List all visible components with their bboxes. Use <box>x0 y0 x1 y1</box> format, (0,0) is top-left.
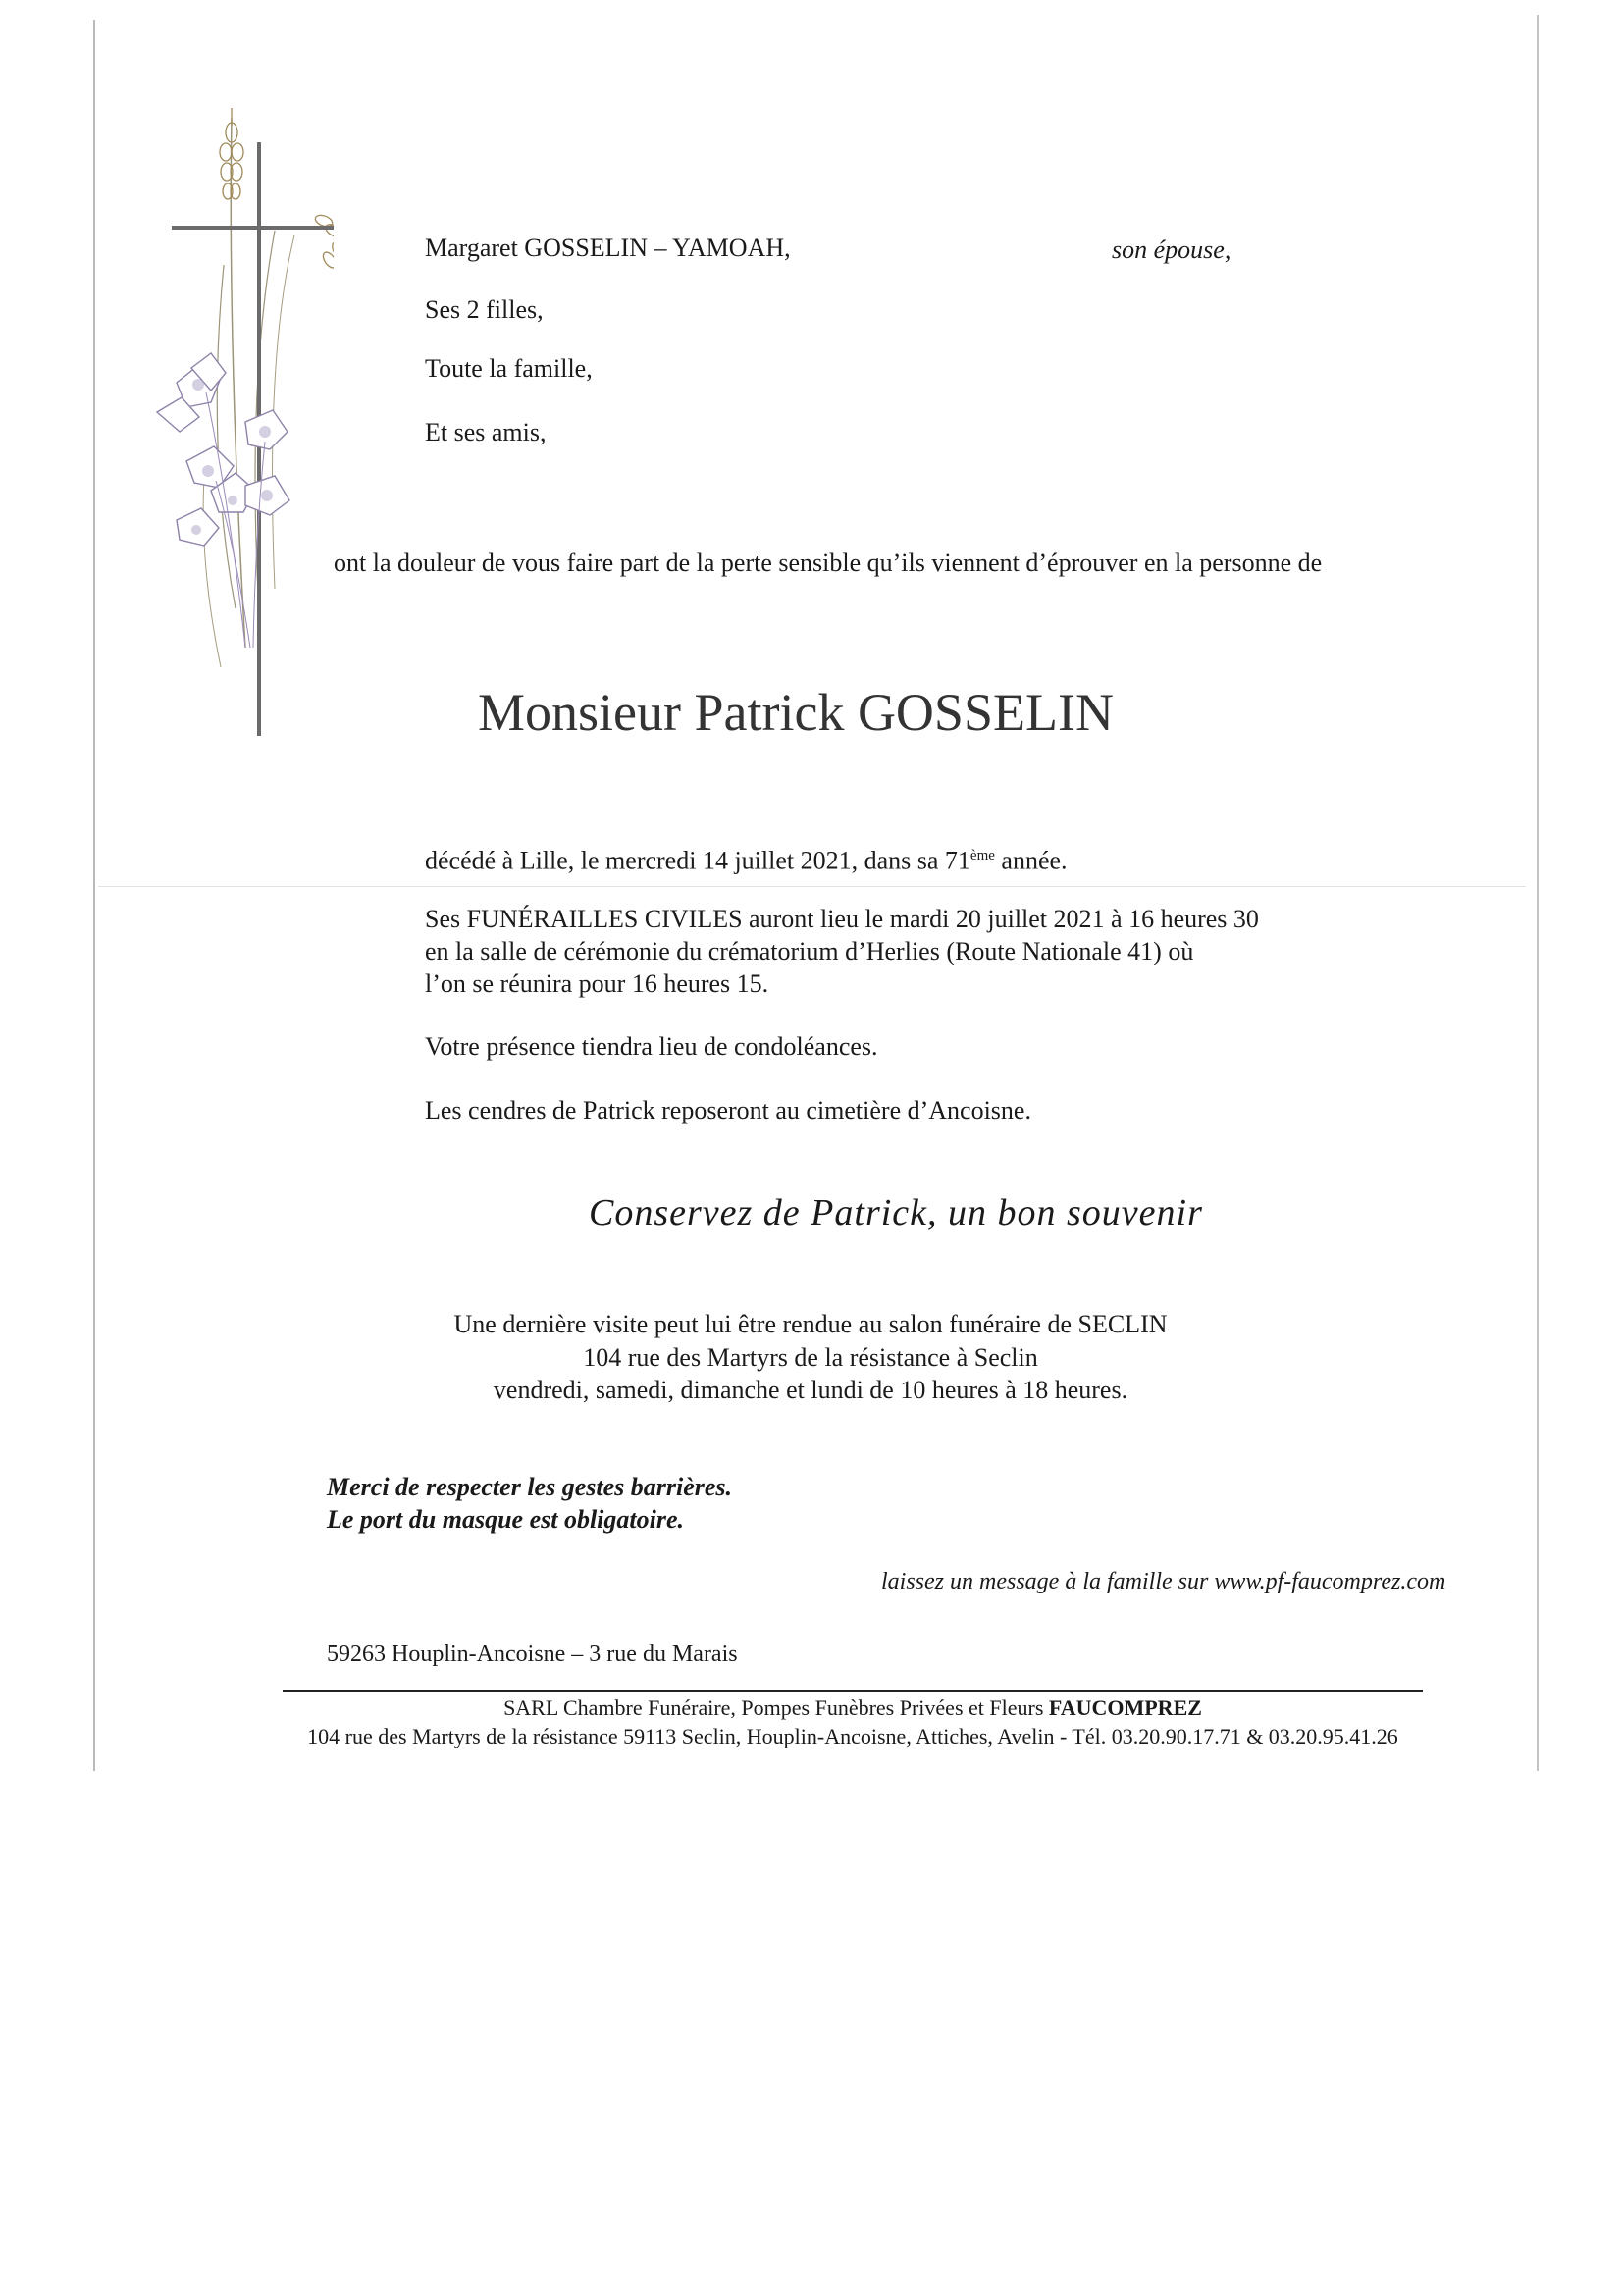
covid-line-1: Merci de respecter les gestes barrières. <box>327 1473 733 1501</box>
footer-address: 104 rue des Martyrs de la résistance 59113 Seclin, Houplin-Ancoisne, Attiches, Avelin - Tél. 03.20.90.17.71 & 03.20.95.41.26 <box>307 1724 1398 1748</box>
message-link[interactable]: laissez un message à la famille sur www.pf-faucomprez.com <box>881 1569 1446 1594</box>
deceased-name: Monsieur Patrick GOSSELIN <box>478 683 1114 742</box>
death-notice <box>425 840 1068 877</box>
cross-with-wheat-and-lilies-icon <box>137 98 334 746</box>
family-daughters: Ses 2 filles, <box>425 295 544 324</box>
visit-line-3: vendredi, samedi, dimanche et lundi de 10 heures à 18 heures. <box>493 1376 1128 1404</box>
visit-line-1: Une dernière visite peut lui être rendue au salon funéraire de SECLIN <box>453 1310 1168 1338</box>
intro-text: ont la douleur de vous faire part de la perte sensible qu’ils viennent d’éprouver en la personne de <box>334 548 1323 577</box>
footer-company <box>283 1695 1423 1722</box>
funeral-line-2: en la salle de cérémonie du crématorium d’Herlies (Route Nationale 41) où <box>425 937 1194 965</box>
footer-company-text: SARL Chambre Funéraire, Pompes Funèbres Privées et Fleurs <box>503 1696 1049 1720</box>
footer-company-brand: FAUCOMPREZ <box>1048 1696 1202 1720</box>
funeral-line-1: Ses FUNÉRAILLES CIVILES auront lieu le mardi 20 juillet 2021 à 16 heures 30 <box>425 905 1259 933</box>
death-notice-text: décédé à Lille, le mercredi 14 juillet 2021, dans sa 71 <box>425 846 970 875</box>
family-address: 59263 Houplin-Ancoisne – 3 rue du Marais <box>327 1642 738 1667</box>
page-edge-left <box>93 20 95 1771</box>
page-edge-right <box>1537 15 1539 1771</box>
family-spouse-relation: son épouse, <box>1112 235 1231 264</box>
ashes-note: Les cendres de Patrick reposeront au cimetière d’Ancoisne. <box>425 1096 1031 1124</box>
funeral-line-3: l’on se réunira pour 16 heures 15. <box>425 969 769 998</box>
footer-rule <box>283 1690 1423 1692</box>
remembrance-script: Conservez de Patrick, un bon souvenir <box>589 1192 1203 1233</box>
death-notice-ordinal: ème <box>969 848 995 863</box>
family-relatives: Toute la famille, <box>425 354 593 383</box>
condolences-note: Votre présence tiendra lieu de condoléances. <box>425 1032 878 1061</box>
family-friends: Et ses amis, <box>425 418 547 446</box>
family-spouse-name: Margaret GOSSELIN – YAMOAH, <box>425 234 791 262</box>
covid-line-2: Le port du masque est obligatoire. <box>327 1505 684 1534</box>
fold-line <box>98 886 1526 887</box>
death-notice-year: année. <box>994 846 1068 875</box>
visit-line-2: 104 rue des Martyrs de la résistance à Seclin <box>583 1343 1038 1372</box>
